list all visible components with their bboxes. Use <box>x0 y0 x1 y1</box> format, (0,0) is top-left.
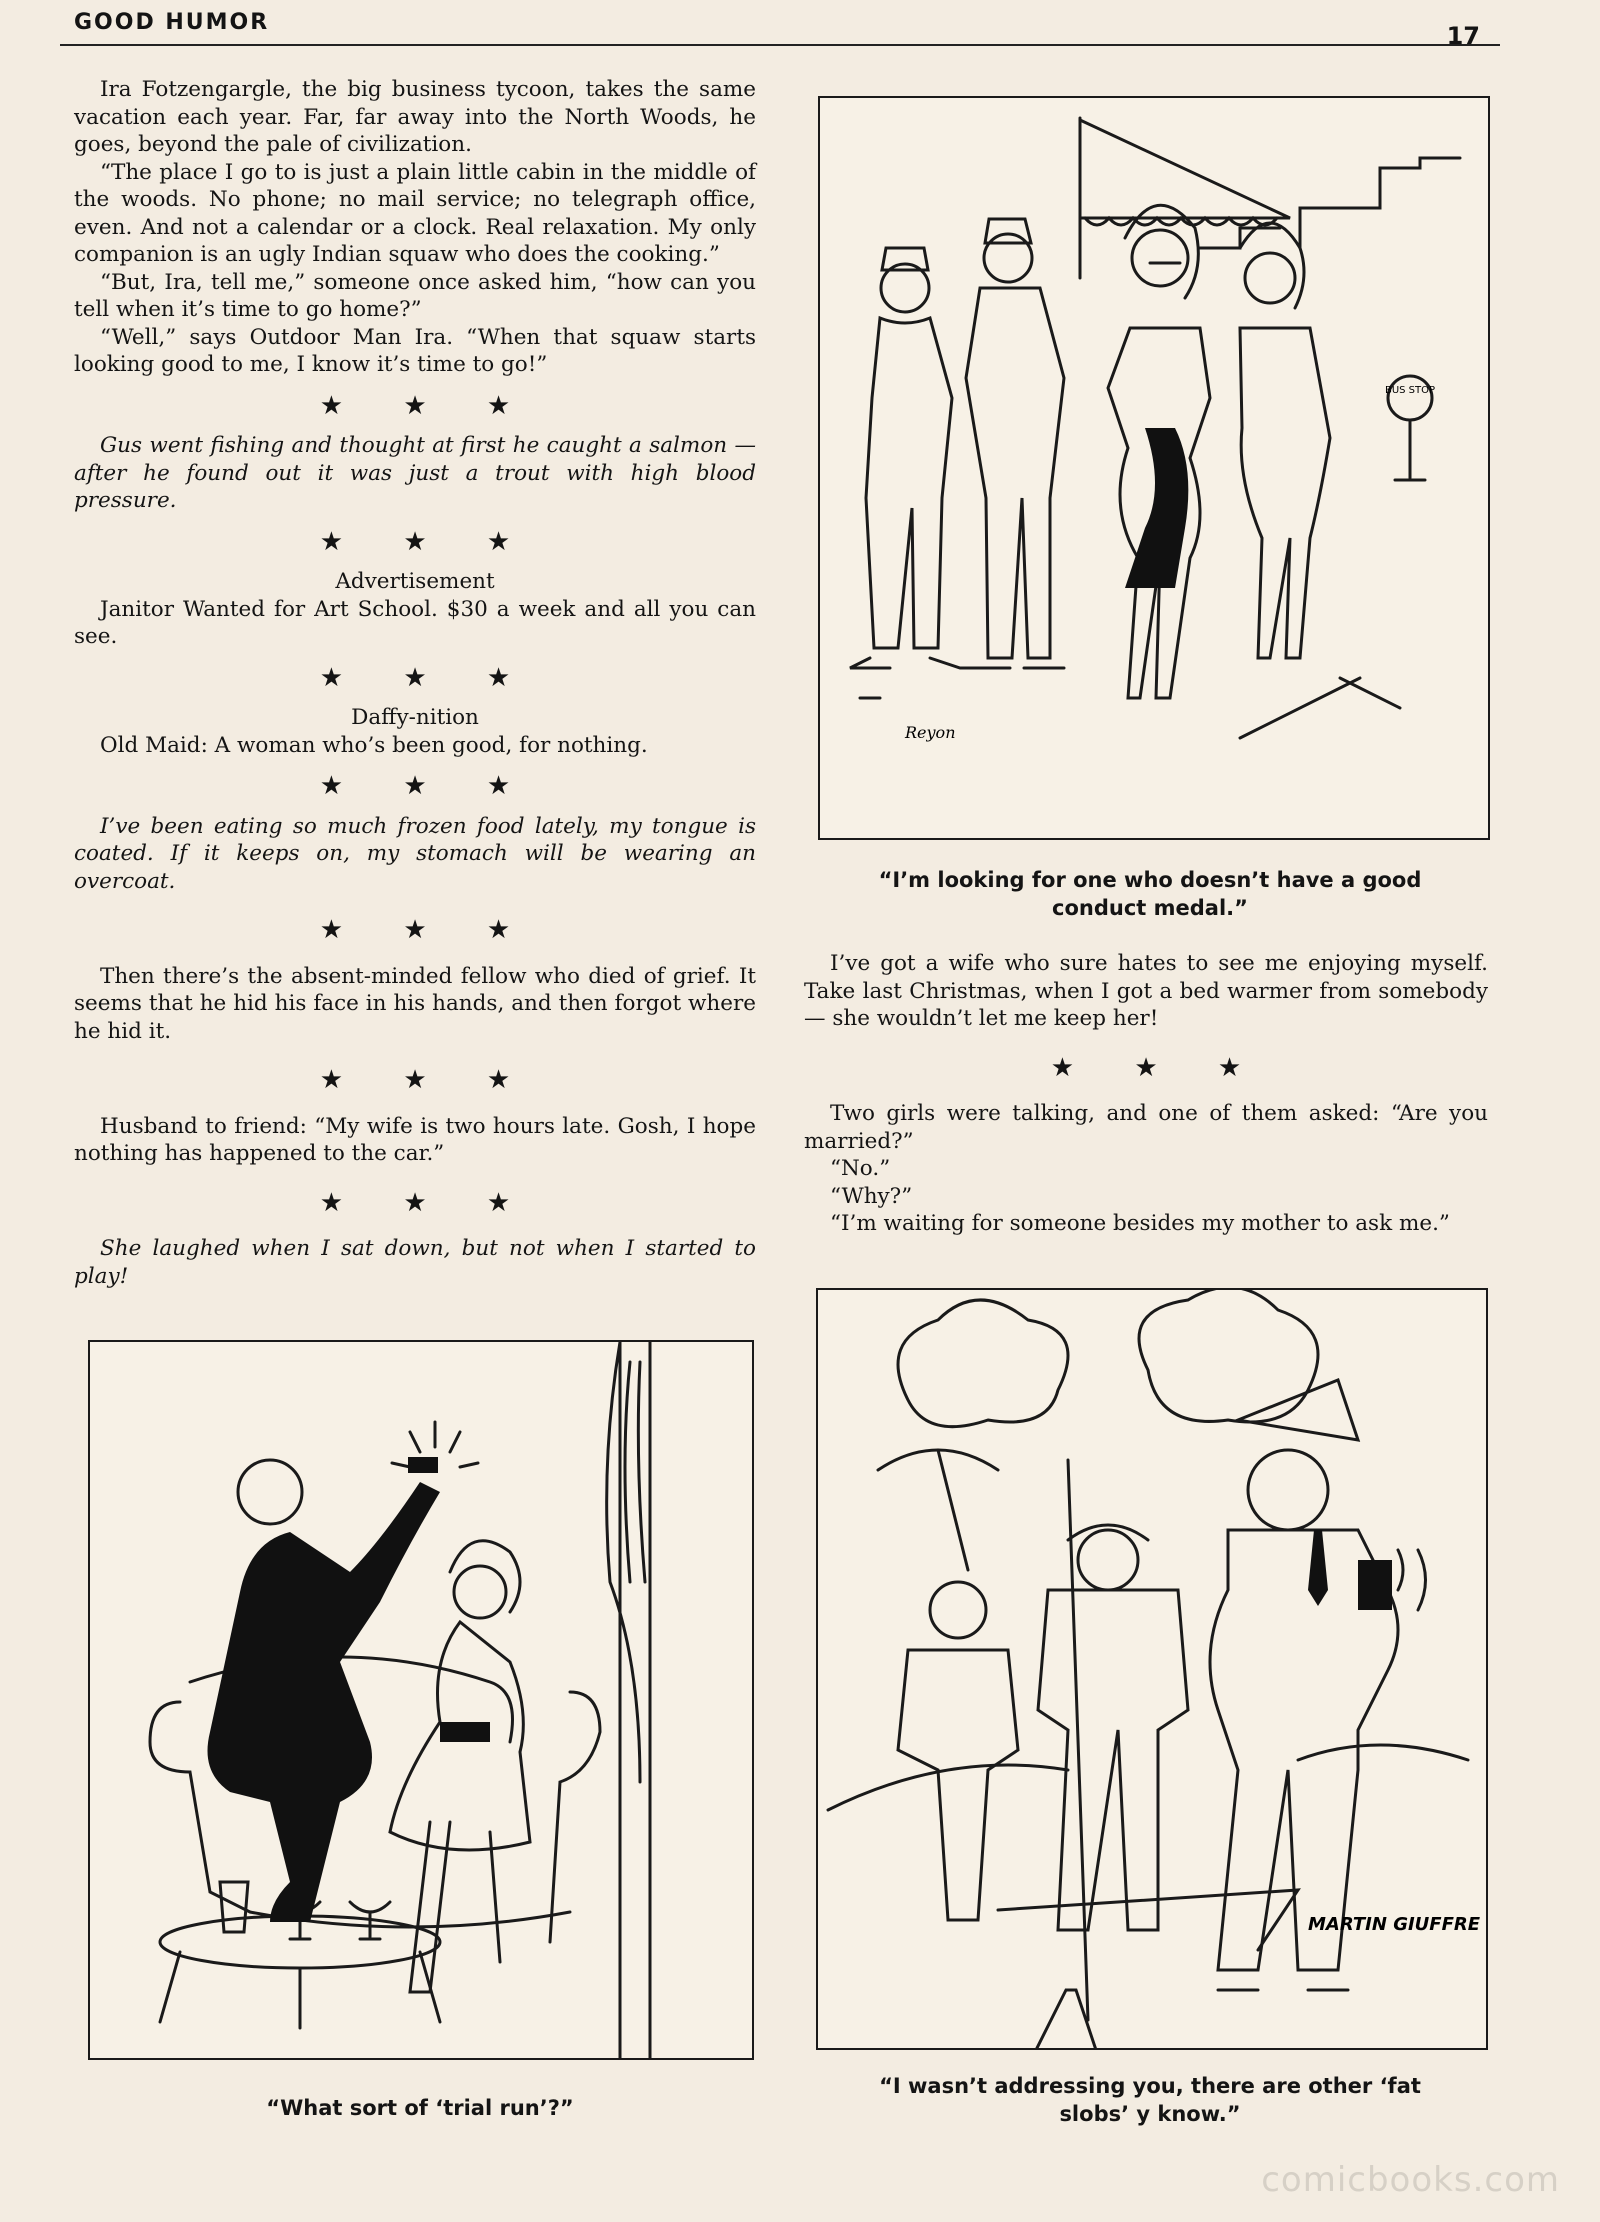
running-header-title: GOOD HUMOR <box>74 10 270 35</box>
joke-paragraph: “But, Ira, tell me,” someone once asked him, “how can you tell when it’s time to go home?” <box>74 269 756 322</box>
joke-bed-warmer: I’ve got a wife who sure hates to see me enjoying myself. Take last Christmas, when I got a bed warmer from somebody — she wouldn’t let me keep her! <box>804 951 1488 1031</box>
joke-paragraph: “Well,” says Outdoor Man Ira. “When that squaw starts looking good to me, I know it’s time to go!” <box>74 324 756 377</box>
star-divider: ★ ★ ★ <box>319 526 537 557</box>
joke-line: “No.” <box>830 1156 891 1181</box>
joke-gus: Gus went fishing and thought at first he caught a salmon — after he found out it was just a trout with high blood pressure. <box>74 433 756 513</box>
joke-ira <box>74 76 756 379</box>
cartoon-caption-fat-slobs: “I wasn’t addressing you, there are other ‘fat slobs’ y know.” <box>879 2074 1421 2126</box>
star-divider: ★ ★ ★ <box>319 915 537 945</box>
bus-stop-sign-text: BUS STOP <box>1384 385 1436 396</box>
cartoon-drawing <box>90 1342 752 2058</box>
joke-janitor: Janitor Wanted for Art School. $30 a week and all you can see. <box>74 596 756 649</box>
cartoon-fat-slobs <box>816 1288 1488 2050</box>
star-divider: ★ ★ ★ <box>319 771 537 801</box>
star-divider: ★ ★ ★ <box>319 1187 537 1218</box>
star-divider: ★ ★ ★ <box>319 662 537 693</box>
joke-frozen-food: I’ve been eating so much frozen food lately, my tongue is coated. If it keeps on, my stomach will be wearing an overcoat. <box>74 813 756 894</box>
cartoon-caption-trial-run: “What sort of ‘trial run’?” <box>266 2096 574 2120</box>
cartoon-signature: MARTIN GIUFFRE <box>1308 1914 1481 1935</box>
joke-paragraph: “The place I go to is just a plain little cabin in the middle of the woods. No phone; no mail service; no telegraph office, even. And not a calendar or a clock. Real relaxation. My only companion is an ugly Indian squaw who does the cooking.” <box>74 159 756 267</box>
joke-old-maid: Old Maid: A woman who’s been good, for nothing. <box>100 732 648 758</box>
watermark: comicbooks.com <box>1261 2160 1560 2200</box>
cartoon-soldiers-and-girls <box>818 96 1490 840</box>
joke-line: Two girls were talking, and one of them asked: “Are you married?” <box>804 1101 1488 1154</box>
page-number: 17 <box>1446 22 1480 50</box>
cartoon-drawing <box>818 1290 1486 2048</box>
right-text-column <box>804 950 1488 1238</box>
joke-absent-minded: Then there’s the absent-minded fellow who died of grief. It seems that he hid his face in his hands, and then forgot where he hid it. <box>74 963 756 1044</box>
joke-line: “Why?” <box>830 1183 913 1209</box>
star-divider: ★ ★ ★ <box>319 390 537 421</box>
star-divider: ★ ★ ★ <box>1050 1052 1268 1083</box>
star-divider: ★ ★ ★ <box>319 1065 537 1095</box>
cartoon-trial-run <box>88 1340 754 2060</box>
joke-paragraph: Ira Fotzengargle, the big business tycoon, takes the same vacation each year. Far, far away into the North Woods, he goes, beyond the pale of civilization. <box>74 77 756 157</box>
joke-husband: Husband to friend: “My wife is two hours late. Gosh, I hope nothing has happened to the car.” <box>74 1113 756 1166</box>
joke-laughed: She laughed when I sat down, but not when I started to play! <box>74 1236 756 1289</box>
cartoon-signature: Reyon <box>905 723 956 742</box>
left-text-column <box>74 76 756 1290</box>
cartoon-drawing <box>820 98 1488 838</box>
joke-line: “I’m waiting for someone besides my mother to ask me.” <box>830 1211 1450 1236</box>
header-rule <box>60 44 1500 46</box>
cartoon-caption-conduct-medal: “I’m looking for one who doesn’t have a good conduct medal.” <box>878 868 1422 920</box>
joke-heading: Advertisement <box>335 569 495 594</box>
joke-heading: Daffy-nition <box>351 705 479 730</box>
